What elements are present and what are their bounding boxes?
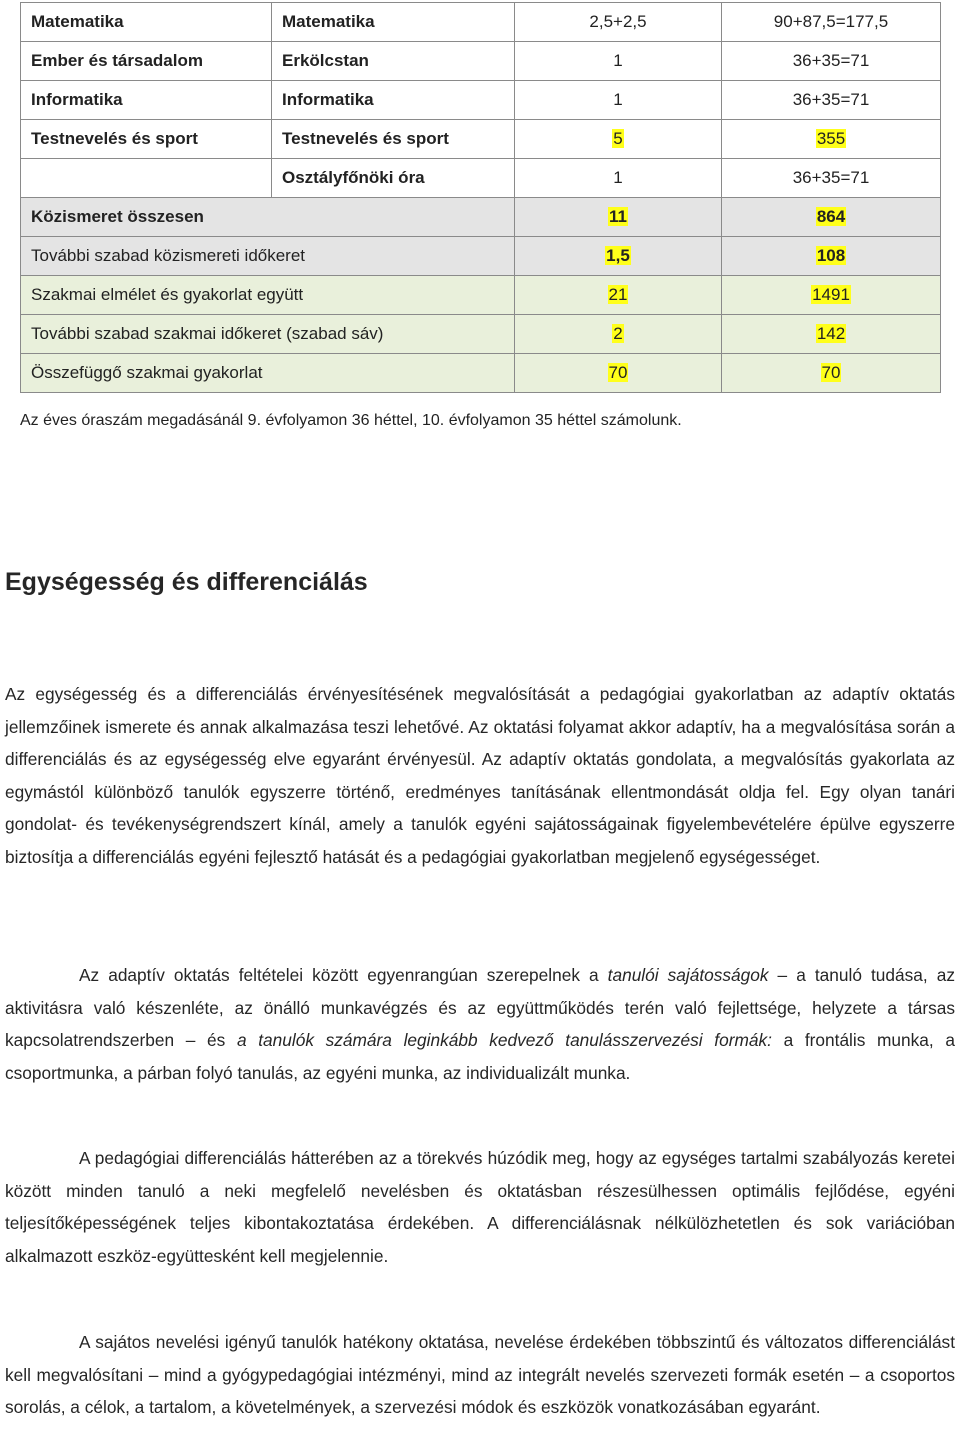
hours-table xyxy=(20,2,941,393)
table-cell xyxy=(515,315,722,354)
paragraph: A sajátos nevelési igényű tanulók hatékony oktatása, nevelése érdekében többszintű és változatos differenciálást kell megvalósítani – mind a gyógypedagógiai intézményi, mind az integrált nevelés szervezeti formák esetén – a csoportos sorolás, a célok, a tartalom, a követelmények, a szervezési módok és eszközök vonatkozásában egyaránt. xyxy=(5,1332,955,1418)
table-cell: 2,5+2,5 xyxy=(515,3,722,42)
table-cell xyxy=(722,120,941,159)
table-cell: 36+35=71 xyxy=(722,159,941,198)
highlighted-value: 11 xyxy=(609,207,627,226)
emphasis-text: tanulói sajátosságok xyxy=(607,965,769,985)
table-row xyxy=(21,354,941,393)
table-cell: Közismeret összesen xyxy=(21,198,515,237)
table-cell xyxy=(722,198,941,237)
section-heading: Egységesség és differenciálás xyxy=(5,568,368,596)
paragraph-text: – a tanuló tudása, az aktivitásra való készenléte, az önálló munkavégzés és az együttműködés terén való fejlettsége, helyzete a társas kapcsolatrendszerben – és xyxy=(5,965,955,1051)
table-cell: Szakmai elmélet és gyakorlat együtt xyxy=(21,276,515,315)
table-note: Az éves óraszám megadásánál 9. évfolyamon 36 héttel, 10. évfolyamon 35 héttel számolunk. xyxy=(20,412,682,429)
emphasis-text: a tanulók számára leginkább kedvező tanulásszervezési formák: xyxy=(236,1030,772,1051)
highlighted-value: 70 xyxy=(821,363,841,382)
table-cell xyxy=(515,198,722,237)
table-cell: Osztályfőnöki óra xyxy=(272,159,515,198)
highlighted-value: 1,5 xyxy=(606,246,630,265)
table-row xyxy=(21,237,941,276)
paragraph xyxy=(5,959,955,1089)
table-cell: 90+87,5=177,5 xyxy=(722,3,941,42)
table-cell xyxy=(722,276,941,315)
table-cell: Informatika xyxy=(21,81,272,120)
highlighted-value: 108 xyxy=(816,246,846,265)
table-cell xyxy=(722,354,941,393)
table-row xyxy=(21,3,941,42)
highlighted-value: 21 xyxy=(608,285,628,304)
table-cell: Ember és társadalom xyxy=(21,42,272,81)
paragraph: Az egységesség és a differenciálás érvényesítésének megvalósítását a pedagógiai gyakorlatban az adaptív oktatás jellemzőinek ismerete és annak alkalmazása teszi lehetővé. Az oktatási folyamat akkor adaptív, ha a megvalósítása során a differenciálás és az egységesség elve egyaránt érvényesül. Az adaptív oktatás gondolata, a megvalósítás gyakorlata az egymástól különböző tanulók egyszerre történő, eredményes tanításának ellentmondását oldja fel. Egy olyan tanári gondolat- és tevékenységrendszert kínál, amely a tanulók egyéni sajátosságainak figyelembevételére épülve egyszerre biztosítja a differenciálás egyéni fejlesztő hatását és a pedagógiai gyakorlatban megjelenő egységességet. xyxy=(5,684,955,867)
highlighted-value: 142 xyxy=(816,324,846,343)
table-cell: Testnevelés és sport xyxy=(272,120,515,159)
paragraph-text: Az adaptív oktatás feltételei között egyenrangúan szerepelnek a xyxy=(79,965,608,985)
table-cell: 1 xyxy=(515,42,722,81)
table-row xyxy=(21,42,941,81)
table-cell: 36+35=71 xyxy=(722,42,941,81)
table-cell: További szabad közismereti időkeret xyxy=(21,237,515,276)
table-row xyxy=(21,276,941,315)
table-cell xyxy=(722,237,941,276)
table-cell: 1 xyxy=(515,159,722,198)
table-cell: Matematika xyxy=(21,3,272,42)
table-row xyxy=(21,120,941,159)
highlighted-value: 1491 xyxy=(812,285,850,304)
table-cell: Erkölcstan xyxy=(272,42,515,81)
highlighted-value: 864 xyxy=(816,207,846,226)
table-cell: Matematika xyxy=(272,3,515,42)
table-row xyxy=(21,315,941,354)
table-cell xyxy=(21,159,272,198)
table-row xyxy=(21,159,941,198)
table-cell xyxy=(515,237,722,276)
table-cell: További szabad szakmai időkeret (szabad sáv) xyxy=(21,315,515,354)
highlighted-value: 70 xyxy=(608,363,628,382)
highlighted-value: 5 xyxy=(613,129,623,148)
table-cell: 1 xyxy=(515,81,722,120)
table-cell: Összefüggő szakmai gyakorlat xyxy=(21,354,515,393)
paragraph-text: a frontális munka, a csoportmunka, a párban folyó tanulás, az egyéni munka, az individualizált munka. xyxy=(5,1030,955,1083)
table-cell: Informatika xyxy=(272,81,515,120)
table-cell: 36+35=71 xyxy=(722,81,941,120)
table-cell xyxy=(515,354,722,393)
table-row xyxy=(21,198,941,237)
highlighted-value: 2 xyxy=(613,324,623,343)
paragraph: A pedagógiai differenciálás hátterében az a törekvés húzódik meg, hogy az egységes tartalmi szabályozás keretei között minden tanuló a neki megfelelő nevelésben és oktatásban részesülhessen optimális fejlődése, egyéni teljesítőképességének teljes kibontakoztatása érdekében. A differenciálásnak nélkülözhetetlen és sok variációban alkalmazott eszköz-együttesként kell megjelennie. xyxy=(5,1148,955,1266)
table-row xyxy=(21,81,941,120)
table-cell xyxy=(515,120,722,159)
table-cell xyxy=(515,276,722,315)
highlighted-value: 355 xyxy=(816,129,846,148)
table-cell: Testnevelés és sport xyxy=(21,120,272,159)
table-cell xyxy=(722,315,941,354)
